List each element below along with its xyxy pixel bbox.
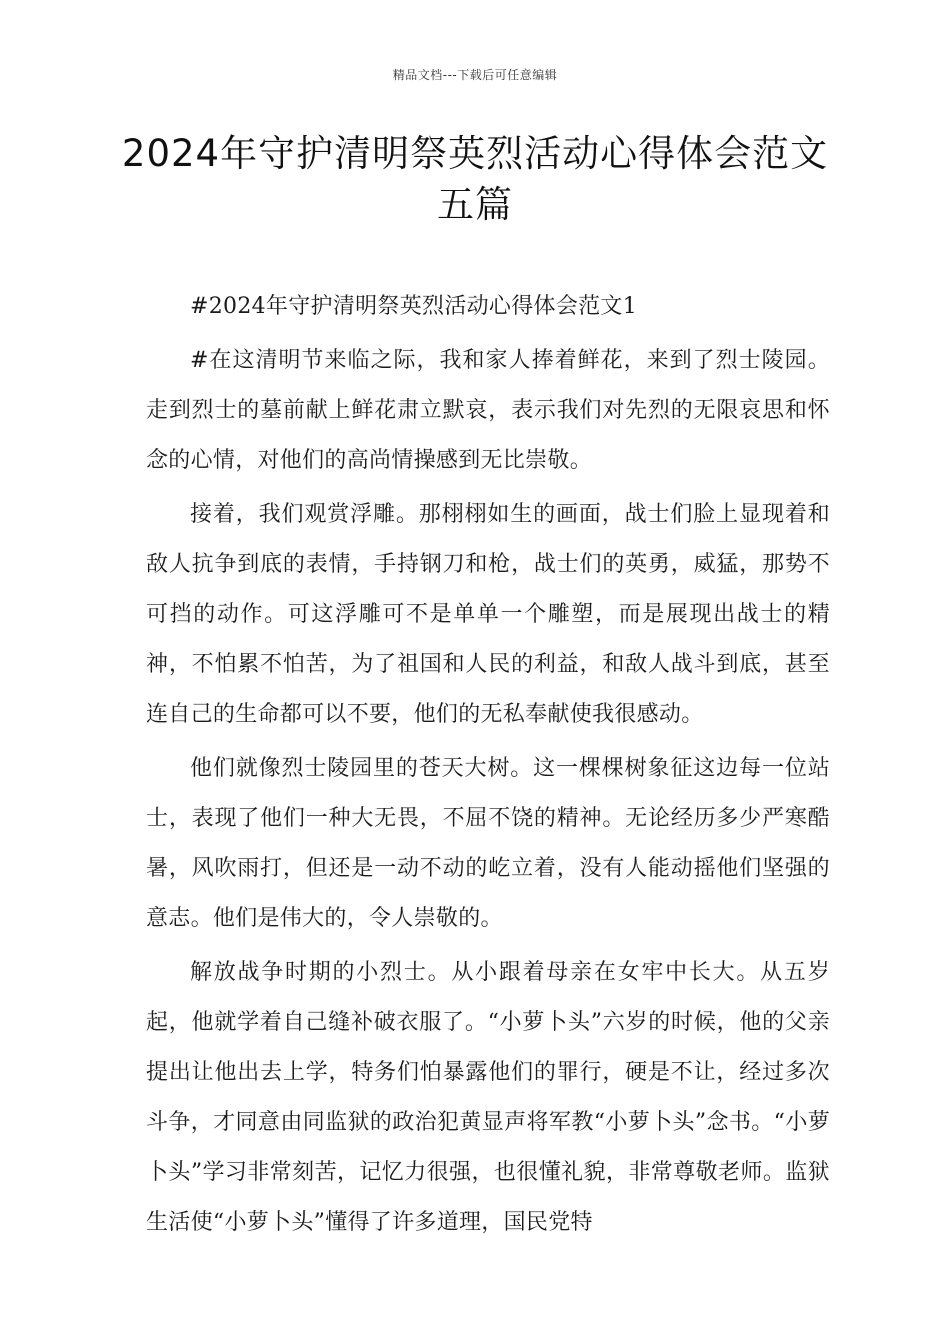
paragraph: 解放战争时期的小烈士。从小跟着母亲在女牢中长大。从五岁起，他就学着自己缝补破衣服了。“小萝卜头”六岁的时候，他的父亲提出让他出去上学，特务们怕暴露他们的罪行，硬是不让，经过多次斗争，才同意由同监狱的政治犯黄显声将军教“小萝卜头”念书。“小萝卜头”学习非常刻苦，记忆力很强，也很懂礼貌，非常尊敬老师。监狱生活使“小萝卜头”懂得了许多道理，国民党特: [146, 960, 830, 1235]
paragraph: #在这清明节来临之际，我和家人捧着鲜花，来到了烈士陵园。走到烈士的墓前献上鲜花肃立默哀，表示我们对先烈的无限哀思和怀念的心情，对他们的高尚情操感到无比崇敬。: [146, 348, 830, 473]
document-title: 2024年守护清明祭英烈活动心得体会范文五篇: [121, 132, 829, 226]
paragraph: 接着，我们观赏浮雕。那栩栩如生的画面，战士们脸上显现着和敌人抗争到底的表情，手持钢刀和枪，战士们的英勇，威猛，那势不可挡的动作。可这浮雕可不是单单一个雕塑，而是展现出战士的精神，不怕累不怕苦，为了祖国和人民的利益，和敌人战斗到底，甚至连自己的生命都可以不要，他们的无私奉献使我很感动。: [146, 502, 830, 727]
section-heading: #2024年守护清明祭英烈活动心得体会范文1: [190, 294, 638, 319]
document-body: [146, 282, 830, 1252]
header-note: 精品文档---下载后可任意编辑: [392, 68, 558, 82]
paragraph: 他们就像烈士陵园里的苍天大树。这一棵棵树象征这边每一位站士，表现了他们一种大无畏，不屈不饶的精神。无论经历多少严寒酷暑，风吹雨打，但还是一动不动的屹立着，没有人能动摇他们坚强的意志。他们是伟大的，令人崇敬的。: [146, 756, 830, 931]
